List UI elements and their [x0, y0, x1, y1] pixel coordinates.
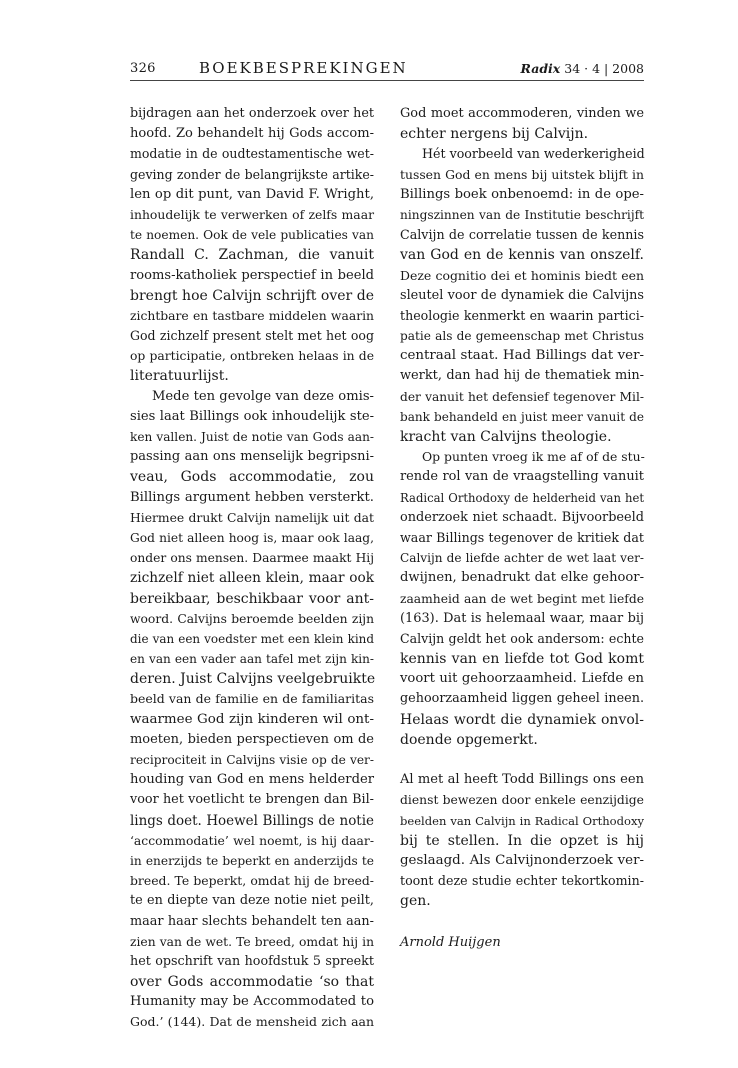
text-line: en van een vader aan tafel met zijn kin- [130, 652, 374, 667]
text-line: rende rol van de vraagstelling vanuit [400, 469, 644, 485]
text-line: Calvijn de liefde achter de wet laat ver- [400, 551, 644, 566]
text-line: Hét voorbeeld van wederkerigheid [422, 146, 645, 162]
text-line: Calvijn de correlatie tussen de kennis [400, 227, 644, 243]
text-line: Op punten vroeg ik me af of de stu- [422, 449, 645, 465]
text-line: Radical Orthodoxy de helderheid van het [400, 490, 644, 505]
text-line: over Gods accommodatie ‘so that [130, 974, 374, 991]
journal-issue: 34 · 4 | 2008 [564, 61, 644, 76]
text-line: houding van God en mens helderder [130, 772, 374, 788]
text-line: op participatie, ontbreken helaas in de [130, 349, 374, 364]
text-line: gen. [400, 893, 431, 910]
text-line: centraal staat. Had Billings dat ver- [400, 348, 644, 364]
text-line: God zichzelf present stelt met het oog [130, 328, 374, 344]
text-line: kracht van Calvijns theologie. [400, 429, 612, 445]
text-line: gehoorzaamheid liggen geheel ineen. [400, 691, 644, 707]
text-line: der vanuit het defensief tegenover Mil- [400, 389, 644, 404]
text-line: Humanity may be Accommodated to [130, 994, 374, 1010]
text-line: Randall C. Zachman, die vanuit [130, 247, 374, 264]
text-line: te en diepte van deze notie niet peilt, [130, 893, 374, 909]
section-title: BOEKBESPREKINGEN [199, 59, 408, 77]
right-column [400, 104, 644, 954]
text-line: breed. Te beperkt, omdat hij de breed- [130, 873, 374, 889]
text-line: onderzoek niet schaadt. Bijvoorbeeld [400, 509, 644, 525]
text-line: reciprociteit in Calvijns visie op de ver- [130, 753, 374, 767]
text-line: werkt, dan had hij de thematiek min- [400, 368, 644, 384]
text-line: rooms-katholiek perspectief in beeld [130, 267, 374, 283]
text-line: zaamheid aan de wet begint met liefde [400, 591, 644, 606]
text-line: geslaagd. Als Calvijnonderzoek ver- [400, 852, 644, 868]
text-line: hoofd. Zo behandelt hij Gods accom- [130, 126, 374, 142]
text-line: maar haar slechts behandelt ten aan- [130, 913, 374, 929]
text-line: bank behandeld en juist meer vanuit de [400, 409, 644, 424]
left-column [130, 104, 374, 1033]
paragraph-gap [400, 912, 644, 932]
text-line: te noemen. Ook de vele publicaties van [130, 228, 374, 243]
text-line: Billings argument hebben versterkt. [130, 489, 374, 505]
text-line: zichtbare en tastbare middelen waarin [130, 308, 374, 323]
text-line: waarmee God zijn kinderen wil ont- [130, 711, 374, 727]
text-line: in enerzijds te beperkt en anderzijds te [130, 853, 374, 868]
text-line: brengt hoe Calvijn schrijft over de [130, 287, 374, 304]
text-line: bijdragen aan het onderzoek over het [130, 106, 374, 121]
text-line: echter nergens bij Calvijn. [400, 126, 589, 143]
text-line: patie als de gemeenschap met Christus [400, 329, 644, 344]
text-line: God.’ (144). Dat de mensheid zich aan [130, 1014, 374, 1030]
text-line: kennis van en liefde tot God komt [400, 651, 644, 668]
text-line: Deze cognitio dei et hominis biedt een [400, 267, 644, 283]
text-line: sleutel voor de dynamiek die Calvijns [400, 287, 644, 303]
text-line: Billings boek onbenoemd: in de ope- [400, 186, 644, 202]
text-line: zien van de wet. Te breed, omdat hij in [130, 934, 374, 949]
text-line: veau, Gods accommodatie, zou [130, 469, 374, 486]
text-line: Hiermee drukt Calvijn namelijk uit dat [130, 510, 374, 525]
journal-reference [521, 61, 644, 76]
text-line: zichzelf niet alleen klein, maar ook [130, 570, 374, 587]
text-line: Mede ten gevolge van deze omis- [152, 388, 374, 404]
text-line: voor het voetlicht te brengen dan Bil- [130, 792, 374, 808]
text-line: woord. Calvijns beroemde beelden zijn [130, 611, 374, 626]
text-line: Calvijn geldt het ook andersom: echte [400, 630, 644, 646]
text-line: beeld van de familie en de familiaritas [130, 691, 374, 707]
text-line: tussen God en mens bij uitstek blijft in [400, 166, 644, 182]
text-line: geving zonder de belangrijkste artike- [130, 166, 374, 182]
text-line: doende opgemerkt. [400, 731, 538, 748]
text-line: ken vallen. Juist de notie van Gods aan- [130, 430, 374, 444]
author-signature: Arnold Huijgen [400, 934, 501, 950]
text-line: inhoudelijk te verwerken of zelfs maar [130, 206, 374, 222]
text-line: onder ons mensen. Daarmee maakt Hij [130, 551, 374, 566]
text-line: toont deze studie echter tekortkomin- [400, 873, 644, 889]
text-line: ‘accommodatie’ wel noemt, is hij daar- [130, 833, 374, 848]
text-line: Al met al heeft Todd Billings ons een [400, 772, 644, 788]
text-line: literatuurlijst. [130, 368, 229, 385]
text-line: ningszinnen van de Institutie beschrijft [400, 207, 644, 222]
text-line: waar Billings tegenover de kritiek dat [400, 529, 644, 545]
text-line: van God en de kennis van onszelf. [400, 247, 644, 264]
text-line: modatie in de oudtestamentische wet- [130, 146, 374, 162]
text-line: lings doet. Hoewel Billings de notie [130, 812, 374, 829]
text-line: passing aan ons menselijk begripsni- [130, 449, 374, 465]
page-number: 326 [130, 61, 156, 76]
header-rule [130, 80, 644, 81]
text-line: het opschrift van hoofdstuk 5 spreekt [130, 953, 374, 969]
text-line: theologie kenmerkt en waarin partici- [400, 307, 644, 323]
journal-name: Radix [520, 61, 561, 76]
text-line: dwijnen, benadrukt dat elke gehoor- [400, 570, 644, 586]
text-line: God niet alleen hoog is, maar ook laag, [130, 530, 374, 545]
text-line: die van een voedster met een klein kind [130, 631, 374, 646]
paragraph-gap [400, 750, 644, 770]
text-line: deren. Juist Calvijns veelgebruikte [130, 671, 376, 688]
running-header [130, 59, 644, 79]
text-line: bij te stellen. In die opzet is hij [400, 832, 644, 849]
text-line: beelden van Calvijn in Radical Orthodoxy [400, 813, 644, 828]
text-line: sies laat Billings ook inhoudelijk ste- [130, 408, 374, 424]
text-line: moeten, bieden perspectieven om de [130, 731, 374, 747]
text-line: God moet accommoderen, vinden we [400, 106, 644, 121]
text-line: (163). Dat is helemaal waar, maar bij [400, 610, 644, 626]
text-line: bereikbaar, beschikbaar voor ant- [130, 590, 374, 607]
text-line: dienst bewezen door enkele eenzijdige [400, 793, 644, 808]
text-line: voort uit gehoorzaamheid. Liefde en [400, 671, 644, 687]
text-line: len op dit punt, van David F. Wright, [130, 186, 374, 202]
text-line: Helaas wordt die dynamiek onvol- [400, 711, 644, 728]
